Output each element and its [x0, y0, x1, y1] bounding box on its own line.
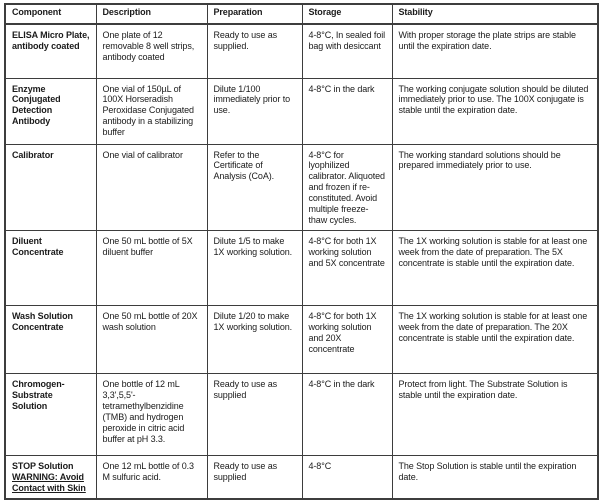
cell-preparation: Refer to the Certificate of Analysis (CoA).: [207, 144, 302, 231]
cell-stability: With proper storage the plate strips are stable until the expiration date.: [392, 24, 598, 78]
cell-stability: The 1X working solution is stable for at least one week from the date of preparation. The 20X concentrate is stable until the expiration date.: [392, 306, 598, 374]
cell-component: Chromogen-Substrate Solution: [5, 374, 96, 456]
cell-component: Diluent Concentrate: [5, 231, 96, 306]
table-row-diluent-concentrate: [5, 231, 598, 306]
cell-stability: Protect from light. The Substrate Solution is stable until the expiration date.: [392, 374, 598, 456]
cell-component: ELISA Micro Plate, antibody coated: [5, 24, 96, 78]
table-row-calibrator: [5, 144, 598, 231]
cell-preparation: Ready to use as supplied.: [207, 24, 302, 78]
cell-description: One bottle of 12 mL 3,3',5,5'-tetramethylbenzidine (TMB) and hydrogen peroxide in citric acid buffer at pH 3.3.: [96, 374, 207, 456]
col-header-description: Description: [96, 4, 207, 24]
cell-component: Wash Solution Concentrate: [5, 306, 96, 374]
cell-preparation: Ready to use as supplied: [207, 374, 302, 456]
cell-preparation: Dilute 1/5 to make 1X working solution.: [207, 231, 302, 306]
header-row: [5, 4, 598, 24]
cell-storage: 4-8°C: [302, 456, 392, 499]
cell-stability: The working standard solutions should be prepared immediately prior to use.: [392, 144, 598, 231]
cell-stability: The Stop Solution is stable until the expiration date.: [392, 456, 598, 499]
cell-description: One vial of 150µL of 100X Horseradish Peroxidase Conjugated antibody in a stabilizing buffer: [96, 78, 207, 144]
component-warning: WARNING: Avoid Contact with Skin: [12, 472, 86, 494]
cell-preparation: Dilute 1/100 immediately prior to use.: [207, 78, 302, 144]
table-row-elisa-micro-plate: [5, 24, 598, 78]
cell-component: Enzyme Conjugated Detection Antibody: [5, 78, 96, 144]
table-row-chromogen-substrate: [5, 374, 598, 456]
cell-component: Calibrator: [5, 144, 96, 231]
cell-storage: 4-8°C in the dark: [302, 78, 392, 144]
table-row-wash-solution: [5, 306, 598, 374]
cell-storage: 4-8°C for lyophilized calibrator. Aliquoted and frozen if re-constituted. Avoid multiple freeze-thaw cycles.: [302, 144, 392, 231]
cell-storage: 4-8°C in the dark: [302, 374, 392, 456]
cell-description: One 12 mL bottle of 0.3 M sulfuric acid.: [96, 456, 207, 499]
col-header-component: Component: [5, 4, 96, 24]
cell-description: One 50 mL bottle of 5X diluent buffer: [96, 231, 207, 306]
table-row-enzyme-conjugate: [5, 78, 598, 144]
col-header-storage: Storage: [302, 4, 392, 24]
col-header-stability: Stability: [392, 4, 598, 24]
cell-component: [5, 456, 96, 499]
cell-stability: The working conjugate solution should be diluted immediately prior to use. The 100X conjugate is stable until the expiration date.: [392, 78, 598, 144]
col-header-preparation: Preparation: [207, 4, 302, 24]
cell-description: One 50 mL bottle of 20X wash solution: [96, 306, 207, 374]
component-name: STOP Solution: [12, 461, 74, 472]
cell-preparation: Dilute 1/20 to make 1X working solution.: [207, 306, 302, 374]
cell-storage: 4-8°C for both 1X working solution and 20X concentrate: [302, 306, 392, 374]
components-table: [4, 3, 599, 500]
cell-stability: The 1X working solution is stable for at least one week from the date of preparation. The 5X concentrate is stable until the expiration date.: [392, 231, 598, 306]
cell-storage: 4-8°C for both 1X working solution and 5X concentrate: [302, 231, 392, 306]
cell-preparation: Ready to use as supplied: [207, 456, 302, 499]
cell-storage: 4-8°C, In sealed foil bag with desiccant: [302, 24, 392, 78]
cell-description: One plate of 12 removable 8 well strips, antibody coated: [96, 24, 207, 78]
table-row-stop-solution: [5, 456, 598, 499]
cell-description: One vial of calibrator: [96, 144, 207, 231]
